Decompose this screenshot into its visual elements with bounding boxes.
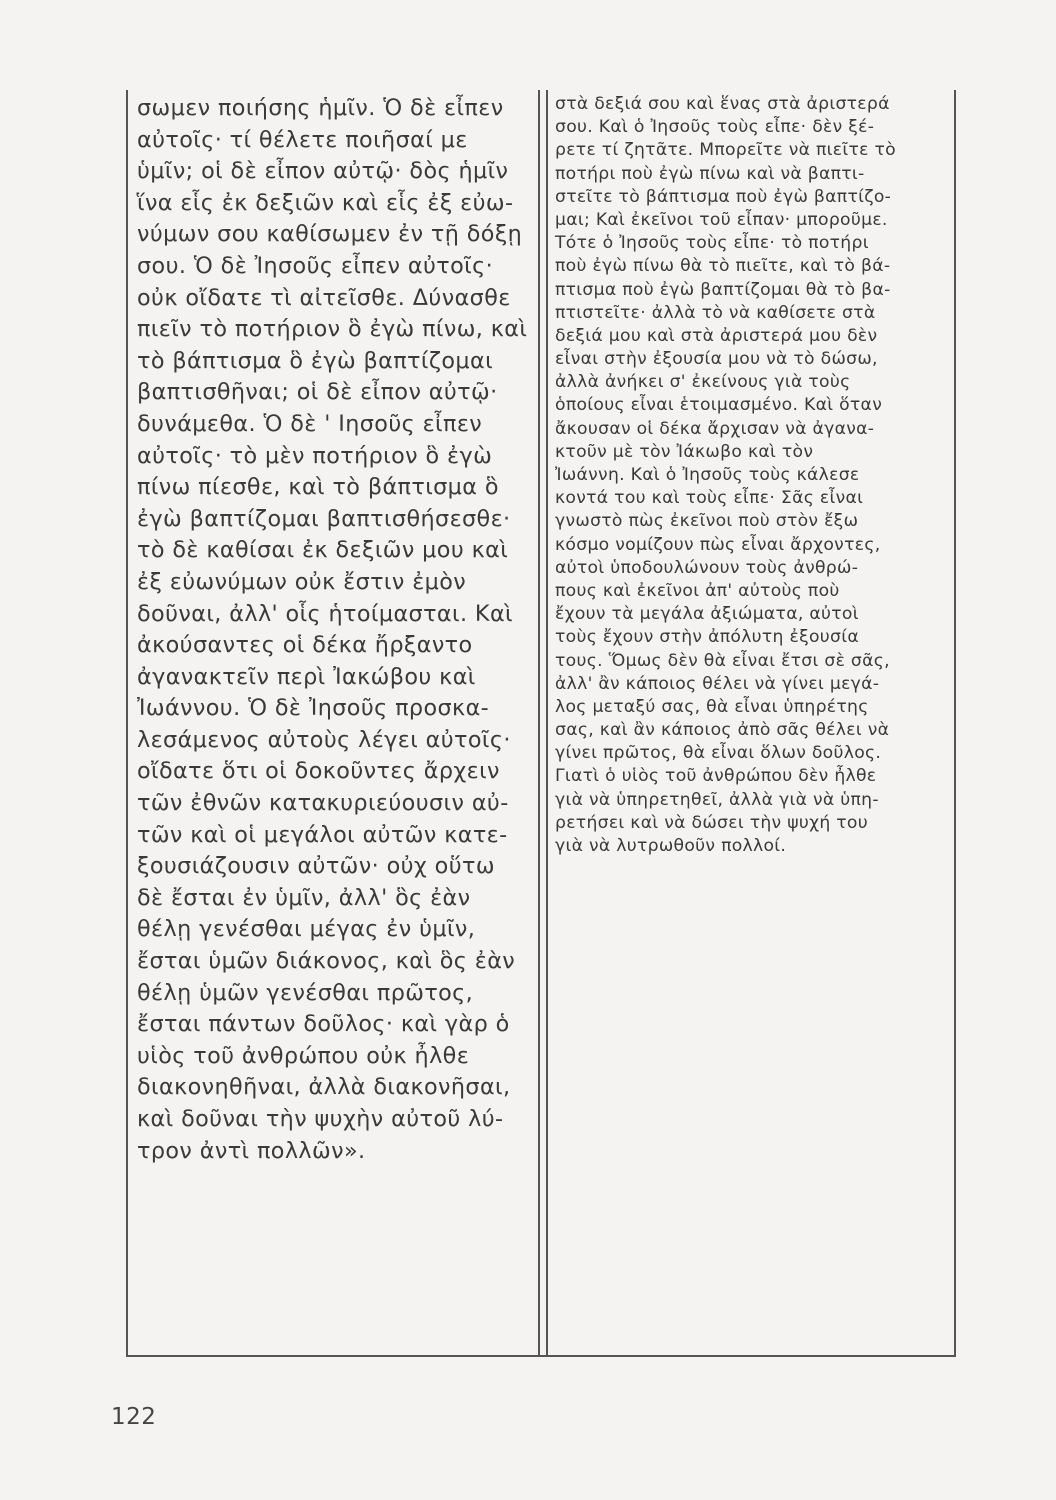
text-line: τῶν ἐθνῶν κατακυριεύουσιν αὐ- <box>137 790 509 817</box>
text-line: ποτήρι ποὺ ἐγὼ πίνω καὶ νὰ βαπτι- <box>555 163 865 184</box>
text-line: θέλῃ ὑμῶν γενέσθαι πρῶτος, <box>137 979 474 1006</box>
text-line: γιὰ νὰ ὑπηρετηθεῖ, ἀλλὰ γιὰ νὰ ὑπη- <box>555 789 879 810</box>
text-line: βαπτισθῆναι; οἱ δὲ εἶπον αὐτῷ· <box>137 379 498 406</box>
text-line: ἔσται ὑμῶν διάκονος, καὶ ὃς ἐὰν <box>137 948 516 975</box>
text-line: Ἰωάννη. Καὶ ὁ Ἰησοῦς τοὺς κάλεσε <box>555 465 860 485</box>
right-column-rule <box>954 90 956 1355</box>
text-line: κτοῦν μὲ τὸν Ἰάκωβο καὶ τὸν <box>555 441 814 462</box>
text-line: ἀκούσαντες οἱ δέκα ἤρξαντο <box>137 632 473 659</box>
text-line: Γιατὶ ὁ υἱὸς τοῦ ἀνθρώπου δὲν ἦλθε <box>555 766 877 787</box>
center-rule-left <box>538 90 540 1355</box>
text-line: διακονηθῆναι, ἀλλὰ διακονῆσαι, <box>137 1074 511 1101</box>
text-line: σας, καὶ ἂν κάποιος ἀπὸ σᾶς θέλει νὰ <box>555 720 890 741</box>
text-line: ξουσιάζουσιν αὐτῶν· οὐχ οὕτω <box>137 853 495 880</box>
text-line: γνωστὸ πὼς ἐκεῖνοι ποὺ στὸν ἔξω <box>555 511 859 532</box>
text-line: ἵνα εἷς ἐκ δεξιῶν καὶ εἷς ἐξ εὐω- <box>137 189 514 216</box>
text-line: τους. Ὅμως δὲν θὰ εἶναι ἔτσι σὲ σᾶς, <box>555 650 890 671</box>
text-line: ἐξ εὐωνύμων οὐκ ἔστιν ἐμὸν <box>137 568 467 595</box>
text-line: αὐτοῖς· τί θέλετε ποιῆσαί με <box>137 126 468 153</box>
text-line: πίνω πίεσθε, καὶ τὸ βάπτισμα ὃ <box>137 474 499 501</box>
text-line: θέλῃ γενέσθαι μέγας ἐν ὑμῖν, <box>137 916 476 943</box>
text-line: γίνει πρῶτος, θὰ εἶναι ὅλων δοῦλος. <box>555 743 882 764</box>
text-line: πιεῖν τὸ ποτήριον ὃ ἐγὼ πίνω, καὶ <box>137 316 528 343</box>
text-line: γιὰ νὰ λυτρωθοῦν πολλοί. <box>555 836 787 856</box>
page-number: 122 <box>111 1404 157 1430</box>
text-line: αὐτοῖς· τὸ μὲν ποτήριον ὃ ἐγὼ <box>137 442 493 469</box>
text-line: Ἰωάννου. Ὁ δὲ Ἰησοῦς προσκα- <box>137 695 490 722</box>
text-line: λεσάμενος αὐτοὺς λέγει αὐτοῖς· <box>137 726 511 753</box>
text-line: ἀλλὰ ἀνήκει σ' ἐκείνους γιὰ τοὺς <box>555 372 851 393</box>
text-line: στὰ δεξιά σου καὶ ἕνας στὰ ἀριστερά <box>555 94 890 114</box>
text-line: τοὺς ἔχουν στὴν ἀπόλυτη ἐξουσία <box>555 627 859 648</box>
text-line: εἶναι στὴν ἐξουσία μου νὰ τὸ δώσω, <box>555 349 878 370</box>
text-line: σου. Ὁ δὲ Ἰησοῦς εἶπεν αὐτοῖς· <box>137 252 494 279</box>
text-line: ποὺ ἐγὼ πίνω θὰ τὸ πιεῖτε, καὶ τὸ βά- <box>555 256 891 277</box>
text-line: ἀλλ' ἂν κάποιος θέλει νὰ γίνει μεγά- <box>555 673 880 694</box>
text-line: λος μεταξύ σας, θὰ εἶναι ὑπηρέτης <box>555 696 869 717</box>
text-line: στεῖτε τὸ βάπτισμα ποὺ ἐγὼ βαπτίζο- <box>555 186 892 207</box>
text-line: υἱὸς τοῦ ἀνθρώπου οὐκ ἦλθε <box>137 1042 470 1069</box>
left-column-rule <box>126 90 128 1355</box>
text-line: ἄκουσαν οἱ δέκα ἄρχισαν νὰ ἀγανα- <box>555 418 875 439</box>
text-line: δυνάμεθα. Ὁ δὲ ' Ιησοῦς εἶπεν <box>137 410 483 437</box>
text-line: σου. Καὶ ὁ Ἰησοῦς τοὺς εἶπε· δὲν ξέ- <box>555 117 875 138</box>
text-line: δὲ ἔσται ἐν ὑμῖν, ἀλλ' ὃς ἐὰν <box>137 884 471 911</box>
text-line: ἀγανακτεῖν περὶ Ἰακώβου καὶ <box>137 663 476 690</box>
ancient-greek-column <box>137 93 537 1167</box>
text-line: οὐκ οἴδατε τὶ αἰτεῖσθε. Δύνασθε <box>137 284 511 311</box>
text-line: ρετε τί ζητᾶτε. Μπορεῖτε νὰ πιεῖτε τὸ <box>555 140 896 161</box>
text-line: δεξιά μου καὶ στὰ ἀριστερά μου δὲν <box>555 325 878 346</box>
text-line: πους καὶ ἐκεῖνοι ἀπ' αὐτοὺς ποὺ <box>555 580 840 601</box>
text-line: ἐγὼ βαπτίζομαι βαπτισθήσεσθε· <box>137 505 511 532</box>
text-line: μαι; Καὶ ἐκεῖνοι τοῦ εἶπαν· μποροῦμε. <box>555 209 888 230</box>
center-rule-right <box>546 90 548 1355</box>
text-line: τρον ἀντὶ πολλῶν». <box>137 1137 366 1164</box>
modern-greek-column <box>555 93 950 858</box>
text-line: ἔσται πάντων δοῦλος· καὶ γὰρ ὁ <box>137 1011 510 1038</box>
text-line: αὐτοὶ ὑποδουλώνουν τοὺς ἀνθρώ- <box>555 557 859 578</box>
text-line: Τότε ὁ Ἰησοῦς τοὺς εἶπε· τὸ ποτήρι <box>555 233 869 254</box>
text-line: κοντά του καὶ τοὺς εἶπε· Σᾶς εἶναι <box>555 488 864 509</box>
text-line: νύμων σου καθίσωμεν ἐν τῇ δόξῃ <box>137 221 523 248</box>
text-line: τῶν καὶ οἱ μεγάλοι αὐτῶν κατε- <box>137 821 508 848</box>
text-line: ἔχουν τὰ μεγάλα ἀξιώματα, αὐτοὶ <box>555 604 859 625</box>
text-line: τὸ δὲ καθίσαι ἐκ δεξιῶν μου καὶ <box>137 537 509 564</box>
text-line: ὁποίους εἶναι ἑτοιμασμένο. Καὶ ὅταν <box>555 395 883 416</box>
text-line: πτισμα ποὺ ἐγὼ βαπτίζομαι θὰ τὸ βα- <box>555 279 891 300</box>
text-line: σωμεν ποιήσης ἡμῖν. Ὁ δὲ εἶπεν <box>137 95 504 121</box>
text-line: οἴδατε ὅτι οἱ δοκοῦντες ἄρχειν <box>137 758 500 785</box>
text-line: πτιστεῖτε· ἀλλὰ τὸ νὰ καθίσετε στὰ <box>555 302 876 323</box>
text-line: κόσμο νομίζουν πὼς εἶναι ἄρχοντες, <box>555 534 881 555</box>
text-line: τὸ βάπτισμα ὃ ἐγὼ βαπτίζομαι <box>137 347 494 374</box>
text-line: καὶ δοῦναι τὴν ψυχὴν αὐτοῦ λύ- <box>137 1106 504 1132</box>
text-line: ρετήσει καὶ νὰ δώσει τὴν ψυχή του <box>555 812 868 833</box>
text-line: δοῦναι, ἀλλ' οἷς ἡτοίμασται. Καὶ <box>137 600 513 627</box>
text-line: ὑμῖν; οἱ δὲ εἶπον αὐτῷ· δὸς ἡμῖν <box>137 158 509 185</box>
